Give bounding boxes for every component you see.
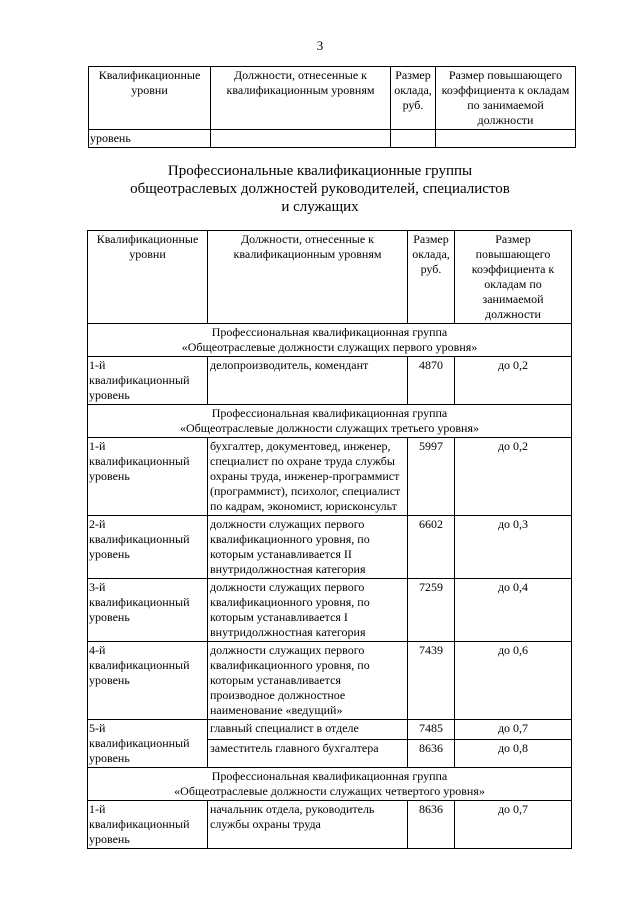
coef-cell: до 0,2 [455, 438, 572, 516]
level-cell: 4-й квалификационный уровень [88, 642, 208, 720]
table-row [88, 516, 572, 579]
coef-cell: до 0,6 [455, 642, 572, 720]
level-cell: 1-й квалификационный уровень [88, 438, 208, 516]
header-level: Квалификационные уровни [89, 67, 211, 130]
group-title [88, 405, 572, 438]
header-coef: Размер повышающего коэффициента к окладам по занимаемой должности [455, 231, 572, 324]
salary-cell: 7259 [408, 579, 455, 642]
coef-cell: до 0,3 [455, 516, 572, 579]
group-title [88, 768, 572, 801]
salary-cell: 7485 [408, 720, 455, 740]
continuation-cell: уровень [89, 130, 211, 148]
group-title-line: «Общеотраслевые должности служащих третьего уровня» [180, 421, 479, 435]
group-title-line: Профессиональная квалификационная группа [211, 406, 448, 420]
empty-cell [391, 130, 436, 148]
heading-line: и служащих [281, 199, 359, 215]
salary-cell: 6602 [408, 516, 455, 579]
positions-cell: должности служащих первого квалификационного уровня, по которым устанавливается I внутридолжностная категория [208, 579, 408, 642]
group-title-line: Профессиональная квалификационная группа [211, 325, 448, 339]
page-number: 3 [316, 38, 324, 53]
positions-cell: делопроизводитель, комендант [208, 357, 408, 405]
positions-cell: главный специалист в отделе [208, 720, 408, 740]
positions-cell: должности служащих первого квалификационного уровня, по которым устанавливается II внутридолжностная категория [208, 516, 408, 579]
heading-line: Профессиональные квалификационные группы [167, 163, 473, 179]
group-title-line: «Общеотраслевые должности служащих четвертого уровня» [174, 784, 485, 798]
header-salary: Размер оклада, руб. [391, 67, 436, 130]
header-coef: Размер повышающего коэффициента к окладам по занимаемой должности [436, 67, 576, 130]
level-cell: 2-й квалификационный уровень [88, 516, 208, 579]
positions-cell: начальник отдела, руководитель службы охраны труда [208, 801, 408, 849]
coef-cell: до 0,7 [455, 720, 572, 740]
coef-cell: до 0,2 [455, 357, 572, 405]
level-cell: 1-й квалификационный уровень [88, 357, 208, 405]
positions-cell: должности служащих первого квалификационного уровня, по которым устанавливается производное должностное наименование «ведущий» [208, 642, 408, 720]
level-cell: 3-й квалификационный уровень [88, 579, 208, 642]
qualification-table [87, 230, 572, 849]
header-positions: Должности, отнесенные к квалификационным уровням [211, 67, 391, 130]
table-row [88, 357, 572, 405]
header-positions: Должности, отнесенные к квалификационным уровням [208, 231, 408, 324]
heading-line: общеотраслевых должностей руководителей, специалистов [130, 181, 510, 197]
salary-cell: 7439 [408, 642, 455, 720]
coef-cell: до 0,4 [455, 579, 572, 642]
group-title [88, 324, 572, 357]
positions-cell: заместитель главного бухгалтера [208, 740, 408, 768]
level-cell: 5-й квалификационный уровень [88, 720, 208, 768]
table-row [88, 438, 572, 516]
table-row [88, 801, 572, 849]
salary-cell: 8636 [408, 740, 455, 768]
coef-cell: до 0,7 [455, 801, 572, 849]
header-salary: Размер оклада, руб. [408, 231, 455, 324]
coef-cell: до 0,8 [455, 740, 572, 768]
group-title-line: «Общеотраслевые должности служащих первого уровня» [181, 340, 478, 354]
header-level: Квалификационные уровни [88, 231, 208, 324]
level-cell: 1-й квалификационный уровень [88, 801, 208, 849]
table-continuation [88, 66, 576, 148]
table-row [88, 642, 572, 720]
group-title-line: Профессиональная квалификационная группа [211, 769, 448, 783]
salary-cell: 5997 [408, 438, 455, 516]
positions-cell: бухгалтер, документовед, инженер, специалист по охране труда службы охраны труда, инженер-программист (программист), психолог, специалист по кадрам, экономист, юрисконсульт [208, 438, 408, 516]
empty-cell [211, 130, 391, 148]
table-row [88, 579, 572, 642]
salary-cell: 8636 [408, 801, 455, 849]
table-row [88, 720, 572, 740]
section-heading [0, 162, 640, 216]
empty-cell [436, 130, 576, 148]
salary-cell: 4870 [408, 357, 455, 405]
